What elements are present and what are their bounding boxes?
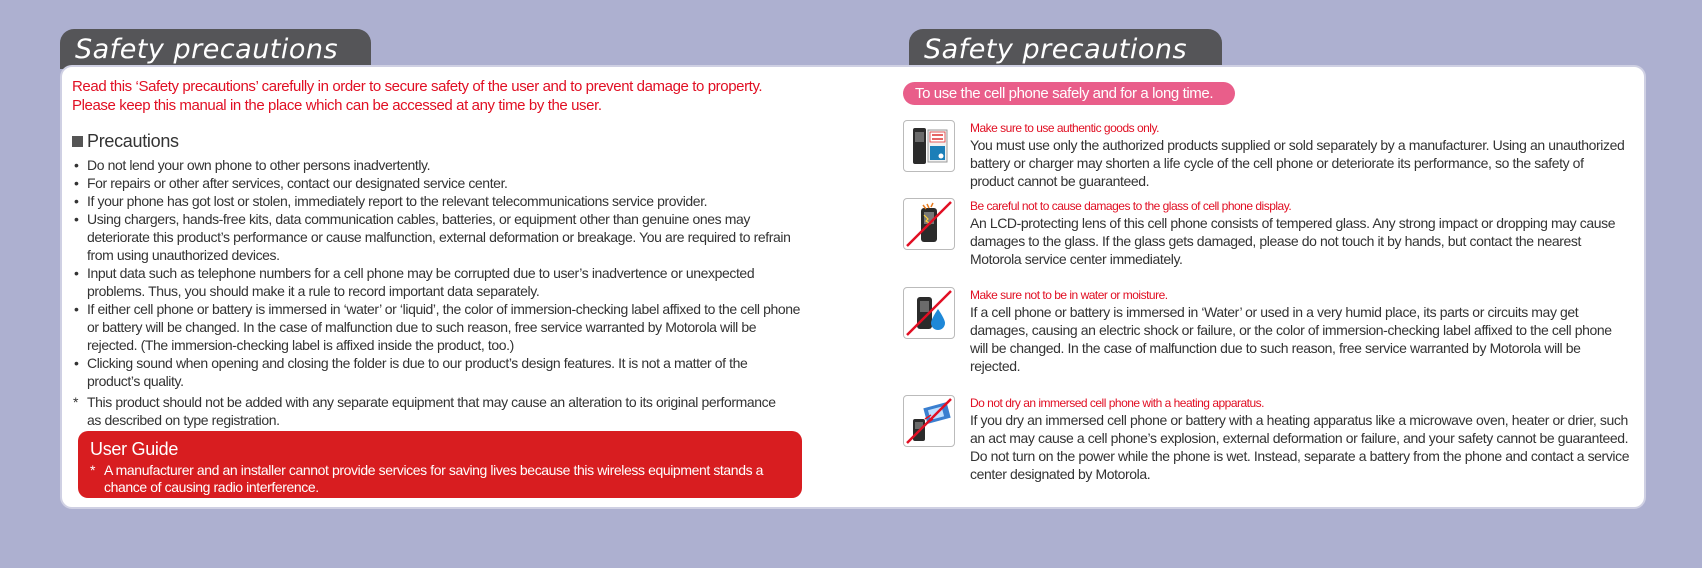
list-item — [72, 156, 802, 174]
list-item-text: Input data such as telephone numbers for a cell phone may be corrupted due to user’s inadvertence or unexpected problems. Thus, you should make it a rule to record important data separately. — [87, 265, 755, 299]
list-item-text: If either cell phone or battery is immersed in ‘water’ or ‘liquid’, the color of immersion-checking label affixed to the cell phone or battery will be changed. In the case of malfunction due to such reason, free service warranted by Motorola will be rejected. (The immersion-checking label is affixed inside the product, too.) — [87, 301, 801, 353]
intro-text — [72, 77, 792, 115]
list-item — [72, 264, 802, 300]
broken-display-icon — [903, 198, 955, 250]
item-text: If you dry an immersed cell phone or battery with a heating apparatus like a microwave oven, heater or drier, such an act may cause a cell phone’s explosion, external deformation or failure, and your safety cannot be guaranteed. Do not turn on the power while the phone is wet. Instead, separate a battery from the phone and contact a service center designated by Motorola. — [970, 412, 1630, 482]
section-subheading: To use the cell phone safely and for a long time. — [903, 82, 1235, 105]
list-item-text: Do not lend your own phone to other persons inadvertently. — [87, 157, 431, 173]
note-text: This product should not be added with any separate equipment that may cause an alteration to its original performance as described on type registration. — [87, 394, 776, 428]
list-item — [72, 192, 802, 210]
item-heading: Make sure to use authentic goods only. — [970, 121, 1159, 135]
user-guide-box — [78, 431, 802, 498]
bullet-icon: • — [74, 211, 79, 227]
list-item — [72, 354, 802, 390]
intro-line: Read this ‘Safety precautions’ carefully in order to secure safety of the user and to prevent damage to property. — [72, 78, 763, 95]
asterisk-icon: * — [90, 462, 96, 478]
list-item — [72, 300, 802, 354]
precautions-heading — [72, 131, 179, 152]
user-guide-text-block — [90, 462, 790, 496]
item-text: You must use only the authorized products supplied or sold separately by a manufacturer. Using an unauthorized battery or charger may shorten a life cycle of the cell phone or deteriorate its performance, so the safety of product cannot be guaranteed. — [970, 137, 1625, 189]
list-item-text: Clicking sound when opening and closing the folder is due to our product’s design features. It is not a matter of the product’s quality. — [87, 355, 748, 389]
bullet-icon: • — [74, 355, 79, 371]
item-text: An LCD-protecting lens of this cell phone consists of tempered glass. Any strong impact or dropping may cause damages to the glass. If the glass gets damaged, please do not touch it by hands, but contact the nearest Motorola service center immediately. — [970, 215, 1616, 267]
right-page-title-tab: Safety precautions — [909, 29, 1222, 69]
item-heading: Make sure not to be in water or moisture. — [970, 288, 1168, 302]
bullet-icon: • — [74, 193, 79, 209]
intro-line: Please keep this manual in the place which can be accessed at any time by the user. — [72, 97, 602, 114]
user-guide-title: User Guide — [90, 439, 179, 459]
item-heading: Do not dry an immersed cell phone with a heating apparatus. — [970, 396, 1265, 410]
list-item — [72, 210, 802, 264]
left-page-title-tab: Safety precautions — [60, 29, 371, 69]
list-item-text: For repairs or other after services, contact our designated service center. — [87, 175, 508, 191]
asterisk-icon: * — [73, 394, 79, 410]
square-bullet-icon — [72, 136, 83, 147]
list-item — [72, 174, 802, 192]
authentic-battery-icon — [903, 120, 955, 172]
list-item-text: If your phone has got lost or stolen, immediately report to the relevant telecommunications service provider. — [87, 193, 708, 209]
bullet-icon: • — [74, 301, 79, 317]
bullet-icon: • — [74, 265, 79, 281]
bullet-icon: • — [74, 157, 79, 173]
item-heading: Be careful not to cause damages to the glass of cell phone display. — [970, 199, 1292, 213]
heating-apparatus-icon — [903, 395, 955, 447]
item-text: If a cell phone or battery is immersed in ‘Water’ or used in a very humid place, its parts or circuits may get damages, causing an electric shock or failure, or the color of immersion-checking label affixed to the cell phone will be changed. In the case of malfunction due to such reason, free service warranted by Motorola will be rejected. — [970, 304, 1612, 374]
registration-note — [72, 393, 792, 429]
water-phone-icon — [903, 287, 955, 339]
user-guide-text: A manufacturer and an installer cannot provide services for saving lives because this wireless equipment stands a chance of causing radio interference. — [104, 462, 764, 495]
precautions-heading-label: Precautions — [87, 131, 179, 151]
precautions-list — [72, 156, 802, 390]
list-item-text: Using chargers, hands-free kits, data communication cables, batteries, or equipment other than genuine ones may deteriorate this product’s performance or cause malfunction, external deformation or breakage. You are required to refrain from using unauthorized devices. — [87, 211, 791, 263]
bullet-icon: • — [74, 175, 79, 191]
